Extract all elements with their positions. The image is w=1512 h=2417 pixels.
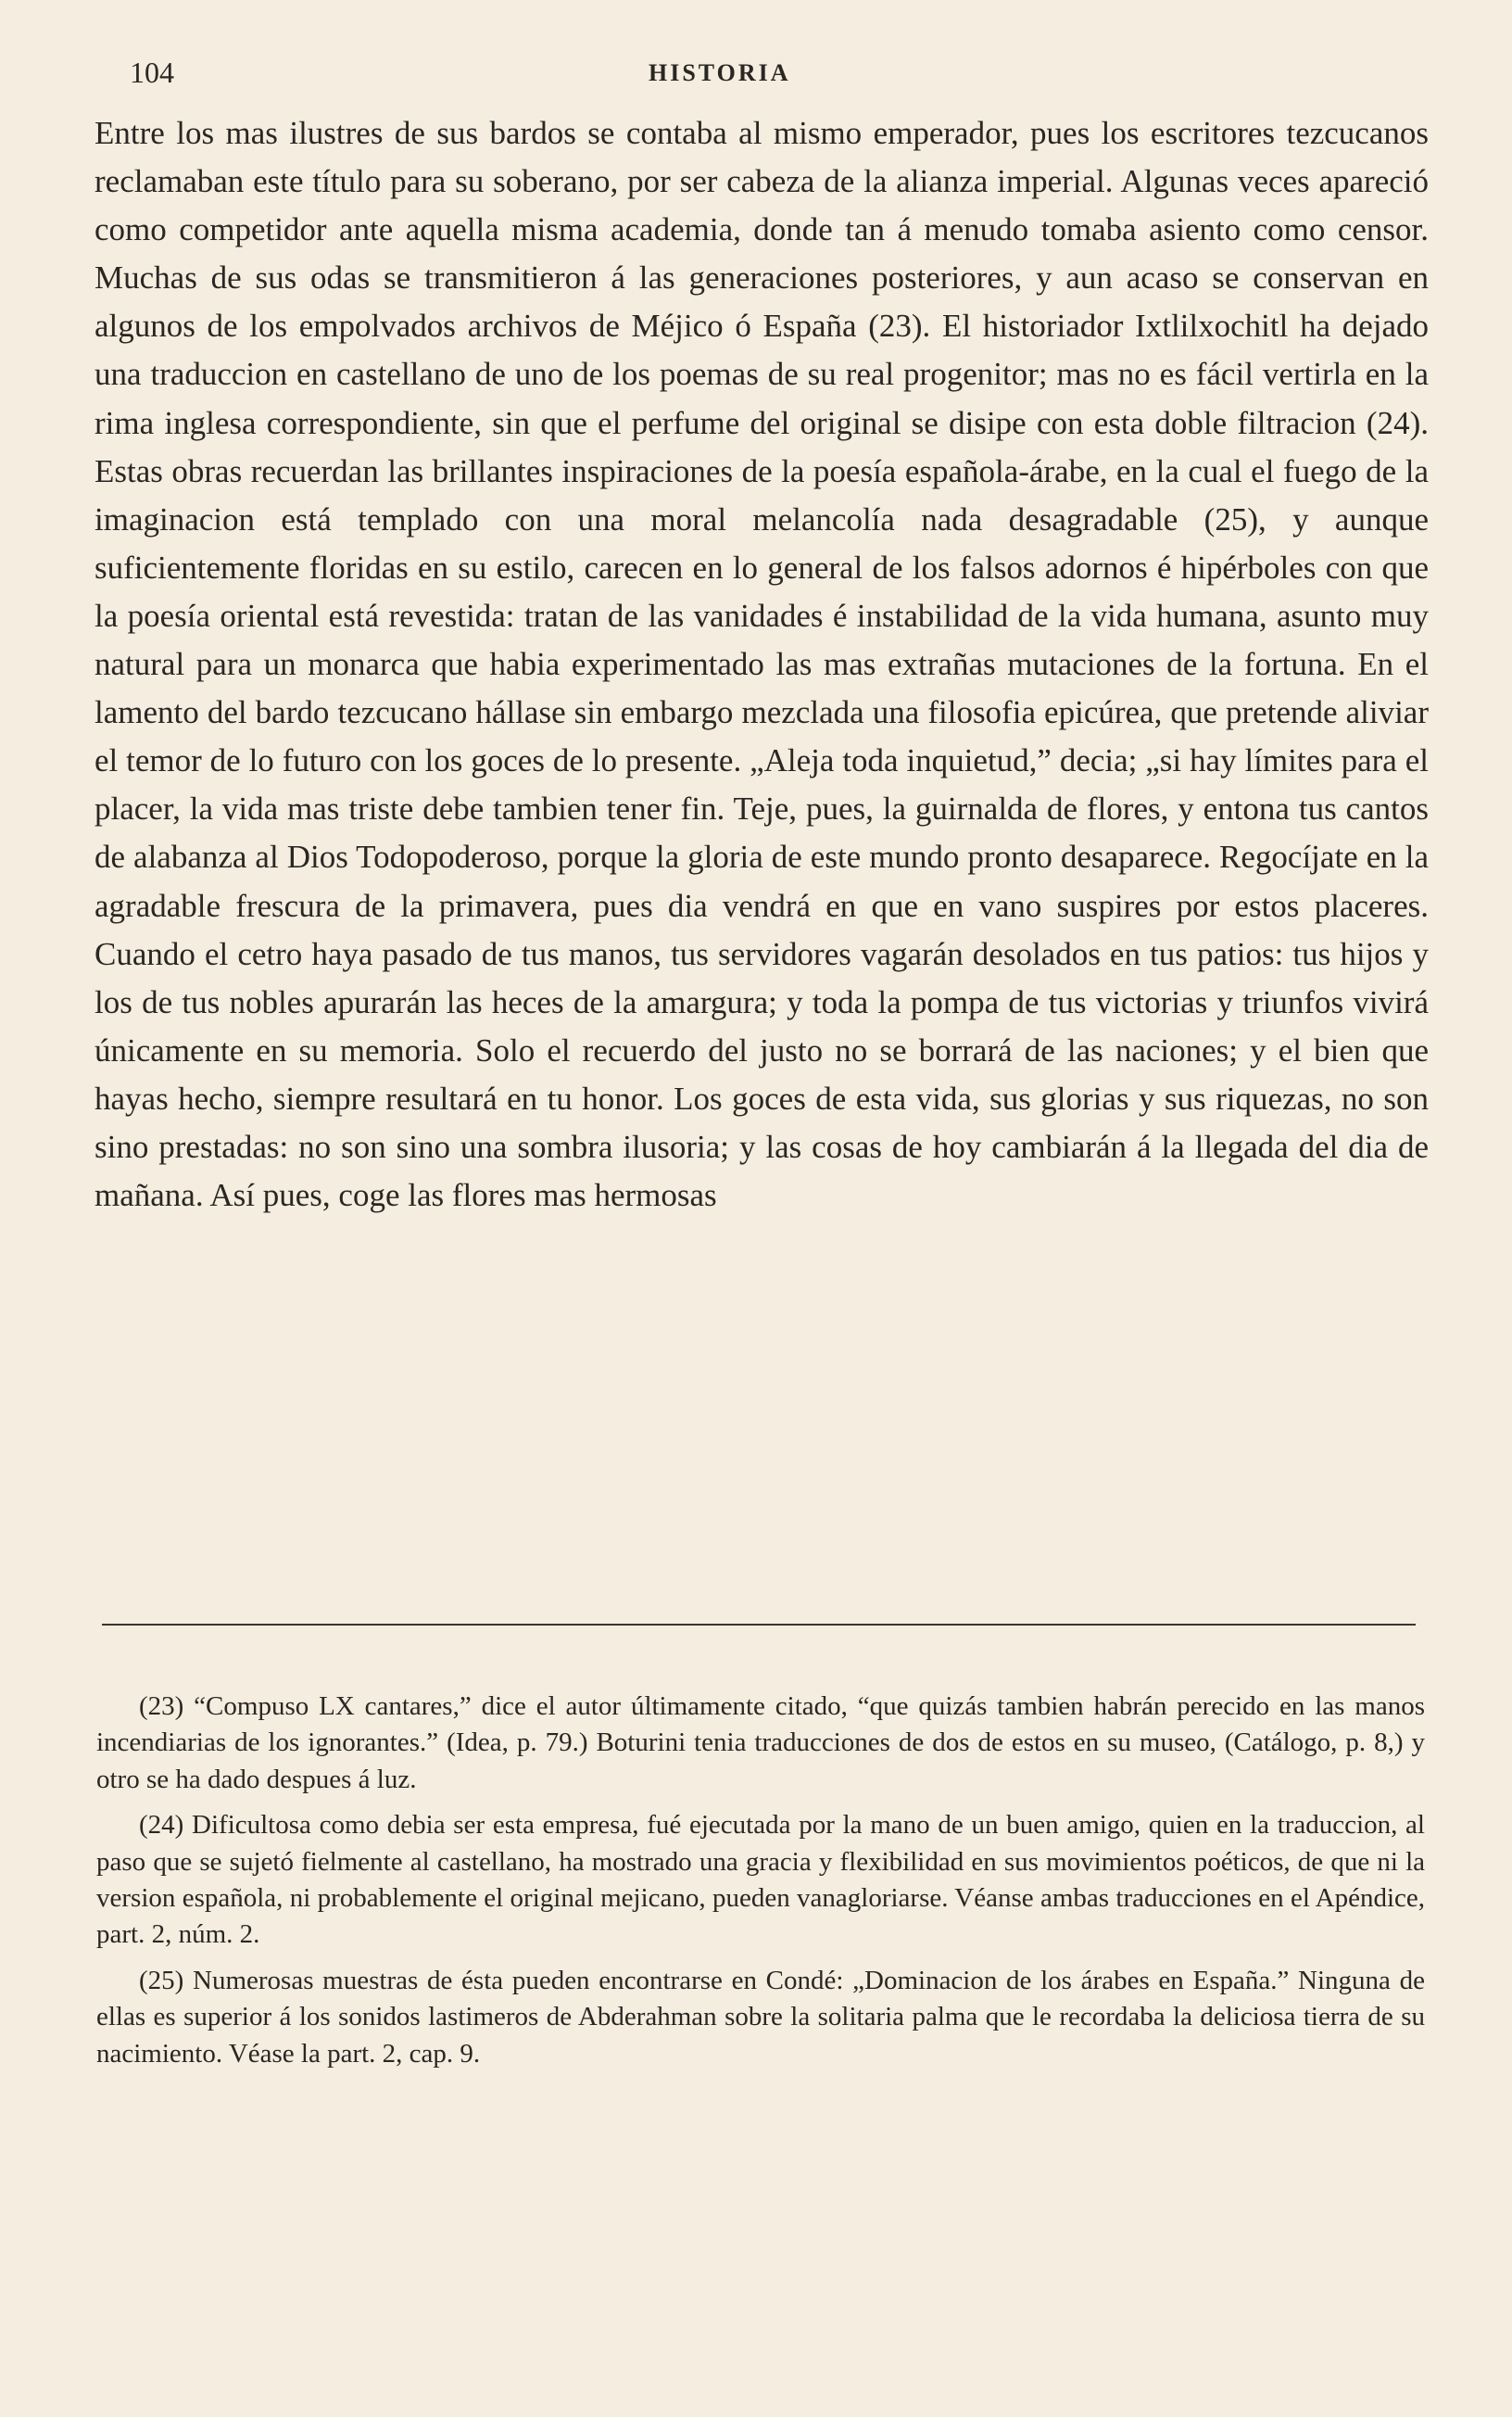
footnotes [96,1689,1425,2082]
page-number: 104 [130,56,174,89]
footnote-24: (24) Dificultosa como debia ser esta empresa, fué ejecutada por la mano de un buen amigo, quien en la traduccion, al paso que se sujetó fielmente al castellano, ha mostrado una gracia y flexibilidad en sus movimientos poéticos, de que ni la version española, ni probablemente el original mejicano, pueden vanagloriarse. Véanse ambas traducciones en el Apéndice, part. 2, núm. 2. [96,1810,1425,1950]
body-paragraph: Entre los mas ilustres de sus bardos se contaba al mismo emperador, pues los escritores tezcucanos reclamaban este título para su soberano, por ser cabeza de la alianza imperial. Algunas veces apareció como competidor ante aquella misma academia, donde tan á menudo tomaba asiento como censor. Muchas de sus odas se transmitieron á las generaciones posteriores, y aun acaso se conservan en algunos de los empolvados archivos de Méjico ó España (23). El historiador Ixtlilxochitl ha dejado una traduccion en castellano de uno de los poemas de su real progenitor; mas no es fácil vertirla en la rima inglesa correspondiente, sin que el perfume del original se disipe con esta doble filtracion (24). Estas obras recuerdan las brillantes inspiraciones de la poesía española-árabe, en la cual el fuego de la imaginacion está templado con una moral melancolía nada desagradable (25), y aunque suficientemente floridas en su estilo, carecen en lo general de los falsos adornos é hipérboles con que la poesía oriental está revestida: tratan de las vanidades é instabilidad de la vida humana, asunto muy natural para un monarca que habia experimentado las mas extrañas mutaciones de la fortuna. En el lamento del bardo tezcucano hállase sin embargo mezclada una filosofia epicúrea, que pretende aliviar el temor de lo futuro con los goces de lo presente. „Aleja toda inquietud,” decia; „si hay límites para el placer, la vida mas triste debe tambien tener fin. Teje, pues, la guirnalda de flores, y entona tus cantos de alabanza al Dios Todopoderoso, porque la gloria de este mundo pronto desaparece. Regocíjate en la agradable frescura de la primavera, pues dia vendrá en que en vano suspires por estos placeres. Cuando el cetro haya pasado de tus manos, tus servidores vagarán desolados en tus patios: tus hijos y los de tus nobles apurarán las heces de la amargura; y toda la pompa de tus victorias y triunfos vivirá únicamente en su memoria. Solo el recuerdo del justo no se borrará de las naciones; y el bien que hayas hecho, siempre resultará en tu honor. Los goces de esta vida, sus glorias y sus riquezas, no son sino prestadas: no son sino una sombra ilusoria; y las cosas de hoy cambiarán á la llegada del dia de mañana. Así pues, coge las flores mas hermosas [94,115,1429,1214]
running-head: HISTORIA [649,59,791,86]
footnote-23: (23) “Compuso LX cantares,” dice el autor últimamente citado, “que quizás tambien habrán perecido en las manos incendiarias de los ignorantes.” (Idea, p. 79.) Boturini tenia traducciones de dos de estos en su museo, (Catálogo, p. 8,) y otro se ha dado despues á luz. [96,1691,1425,1794]
footnote-separator [102,1624,1416,1626]
page-header [130,56,1427,102]
main-text [94,109,1429,1220]
footnote-25: (25) Numerosas muestras de ésta pueden encontrarse en Condé: „Dominacion de los árabes en España.” Ninguna de ellas es superior á los sonidos lastimeros de Abderahman sobre la solitaria palma que le recordaba la deliciosa tierra de su nacimiento. Véase la part. 2, cap. 9. [96,1965,1425,2069]
